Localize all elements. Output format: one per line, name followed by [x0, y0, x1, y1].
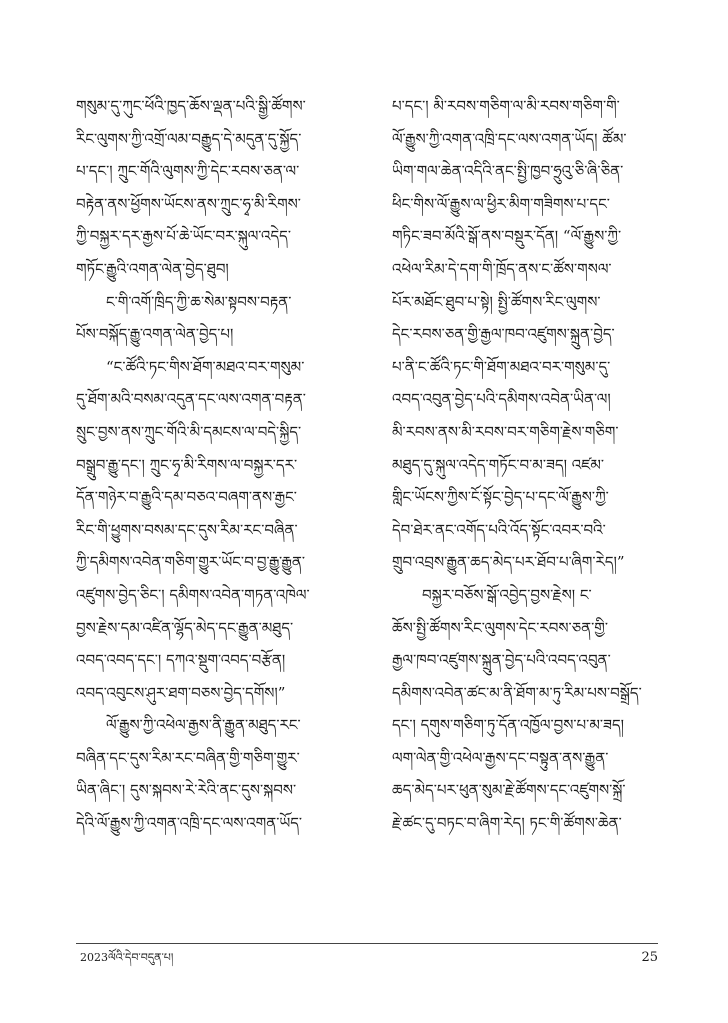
- text-line: གཏིང་ཟབ་མོའི་སྒོ་ནས་བསྡུར་དོན། “ལོ་རྒྱུས་ཀྱི་: [392, 227, 622, 246]
- text-line: དེང་རབས་ཅན་གྱི་རྒྱལ་ཁབ་འཛུགས་སྐྲུན་བྱེད་: [392, 325, 615, 344]
- text-line: རྒྱལ་ཁབ་འཛུགས་སྐྲུན་བྱེད་པའི་འབད་འབུན་: [392, 651, 611, 670]
- text-line: དེབ་ཐེར་ནང་འགོད་པའི་འོད་སྟོང་འབར་བའི་: [392, 520, 606, 539]
- text-line: ལོ་རྒྱུས་ཀྱི་འགན་འཁྲི་དང་ལས་འགན་ཡོད། ཚོམ་: [392, 129, 627, 148]
- text-line: པོར་མཐོང་ཐུབ་པ་སྟེ། སྤྱི་ཚོགས་རིང་ལུགས་: [392, 292, 601, 311]
- text-line: པོས་བསྐོད་རྒྱུ་འགན་ལེན་བྱེད་པ།: [76, 325, 234, 344]
- footer-rule: [76, 943, 658, 944]
- text-line: ལག་ལེན་གྱི་འཕེལ་རྒྱས་དང་བསྟུན་ནས་རྒྱུན་: [392, 748, 609, 767]
- text-line: འབད་འབད་དང་། དཀའ་སྡུག་འབད་བརྩོན།: [76, 651, 286, 670]
- journal-issue-label: 2023ལོའི་དེབ་བདུན་པ།: [80, 951, 174, 964]
- text-line: ཡིན་ཞིང་། དུས་སྐབས་རེ་རེའི་ནང་དུས་སྐབས་: [76, 781, 297, 800]
- page-number: 25: [641, 950, 658, 965]
- text-line: བསྐྱར་བཅོས་སྒོ་འབྱེད་བྱས་རྗེས། ང་: [422, 585, 592, 604]
- text-line: འབད་འབུངས་ཤུར་ཐག་བཅས་བྱེད་དགོས།”: [76, 683, 286, 702]
- text-line: འབད་འབུན་བྱེད་པའི་དམིགས་འབེན་ཡིན་ལ།: [392, 390, 611, 409]
- text-line: དུ་ཐོག་མའི་བསམ་འདུན་དང་ལས་འགན་བརྟན་: [76, 390, 306, 409]
- text-line: སྲུང་བྱས་ནས་ཀྲུང་གོའི་མི་དམངས་ལ་བདེ་སྐྱིད་: [76, 422, 302, 441]
- text-line: ལོ་རྒྱུས་ཀྱི་འཕེལ་རྒྱས་ནི་རྒྱུན་མཐུད་རང་: [106, 716, 301, 735]
- text-line: བརྟེན་ནས་ཕྱོགས་ཡོངས་ནས་ཀྲུང་ཧྭ་མི་རིགས་: [76, 194, 301, 213]
- text-line: གྲུབ་འབྲས་རྒྱུན་ཆད་མེད་པར་ཐོབ་པ་ཞིག་རེད།”: [392, 553, 625, 572]
- text-line: གསུམ་དུ་ཀུང་ཕོའི་ཁྱད་ཆོས་ལྡན་པའི་སྒྱི་ཚོགས་: [76, 97, 306, 115]
- text-line: དོན་གཉེར་བ་རྒྱུའི་དམ་བཅའ་བཞག་ནས་རྒྱང་: [76, 488, 297, 507]
- text-line: ཆད་མེད་པར་ཕུན་སུམ་རྗེ་ཚོགས་དང་འཛུགས་སྐྲོ་: [392, 781, 626, 800]
- text-line: ཡིག་གལ་ཆེན་འདིའི་ནང་སྤྱི་ཁྱབ་ཧྲུའུ་ཅི་ཞི་ཅིན་: [392, 162, 624, 181]
- text-line: ང་གི་འགོ་ཁྲིད་ཀྱི་ཆ་སེམ་སྟབས་བརྟན་: [106, 292, 292, 311]
- text-line: ཀྱི་དམིགས་འབེན་གཅིག་གྱུར་ཡོང་བ་བྱ་རྒྱུ་རྒྱུན་: [76, 553, 306, 572]
- right-text-column: [392, 90, 660, 840]
- text-line: འཛུགས་བྱེད་ཅིང་། དམིགས་འབེན་གཏན་འཁེལ་: [76, 585, 310, 604]
- text-line: འཕེལ་རིམ་དེ་དག་གི་ཁྲོད་ནས་ང་ཚོས་གསལ་: [392, 259, 612, 278]
- text-line: རྗེ་ཚང་དུ་བཏང་བ་ཞིག་རེད། ཏང་གི་ཚོགས་ཆེན་: [392, 814, 622, 833]
- text-line: རིང་གི་ཕྱུགས་བསམ་དང་དུས་རིམ་རང་བཞིན་: [76, 520, 298, 539]
- text-line: གླིང་ཡོངས་ཀྱིས་ངོ་སྟོང་བྱེད་པ་དང་ལོ་རྒྱུས་ཀྱི་: [392, 488, 609, 507]
- text-line: ཕིང་གིས་ལོ་རྒྱུས་ལ་ཕྱིར་མིག་གཟིགས་པ་དང་: [392, 194, 610, 213]
- text-line: བྱས་རྗེས་དམ་འཛིན་ལྷོད་མེད་དང་རྒྱུན་མཐུད་: [76, 618, 294, 637]
- text-line: དམིགས་འབེན་ཚང་མ་ནི་ཐོག་མ་ཏུ་རིམ་པས་བསྒྲོད་: [392, 683, 642, 702]
- text-line: དང་། དགུས་གཅིག་ཏུ་དོན་འཁྱོལ་བྱས་པ་མ་ཟད།: [392, 716, 625, 735]
- text-line: བསྒྲུབ་རྒྱུ་དང་། ཀྲུང་ཧྭ་མི་རིགས་ལ་བསྐྱར་དར་: [76, 455, 298, 474]
- text-line: “ང་ཚོའི་ཏང་གིས་ཐོག་མཐའ་བར་གསུམ་: [106, 357, 305, 376]
- text-line: རིང་ལུགས་ཀྱི་འགྲོ་ལམ་བརྒྱུད་དེ་མདུན་དུ་སྐྱོད་: [76, 129, 302, 148]
- left-text-column: [76, 90, 376, 840]
- text-line: དེའི་ལོ་རྒྱུས་ཀྱི་འགན་འཁྲི་དང་ལས་འགན་ཡོད་: [76, 814, 303, 833]
- text-line: པ་དང་། ཀྲུང་གོའི་ལུགས་ཀྱི་དེང་རབས་ཅན་ལ་: [76, 162, 300, 181]
- text-line: བཞིན་དང་དུས་རིམ་རང་བཞིན་གྱི་གཅིག་གྱུར་: [76, 748, 300, 767]
- text-line: པ་ནི་ང་ཚོའི་ཏང་གི་ཐོག་མཐའ་བར་གསུམ་དུ་: [392, 357, 611, 376]
- text-line: པ་དང་། མི་རབས་གཅིག་ལ་མི་རབས་གཅིག་གི་: [392, 97, 620, 115]
- text-line: ཆོས་སྤྱི་ཚོགས་རིང་ལུགས་དེང་རབས་ཅན་གྱི་: [392, 618, 609, 637]
- text-line: གཏོང་རྒྱུའི་འགན་ལེན་བྱེད་ཐུབ།: [76, 259, 229, 278]
- text-line: ཀྱི་བསྐྱར་དར་རྒྱས་པོ་ཆེ་ཡོང་བར་སྐུལ་འདེད་: [76, 227, 291, 246]
- text-line: མི་རབས་ནས་མི་རབས་བར་གཅིག་རྗེས་གཅིག་: [392, 422, 619, 441]
- text-line: མཐུད་དུ་སྐུལ་འདེད་གཏོང་བ་མ་ཟད། འཛམ་: [392, 455, 605, 474]
